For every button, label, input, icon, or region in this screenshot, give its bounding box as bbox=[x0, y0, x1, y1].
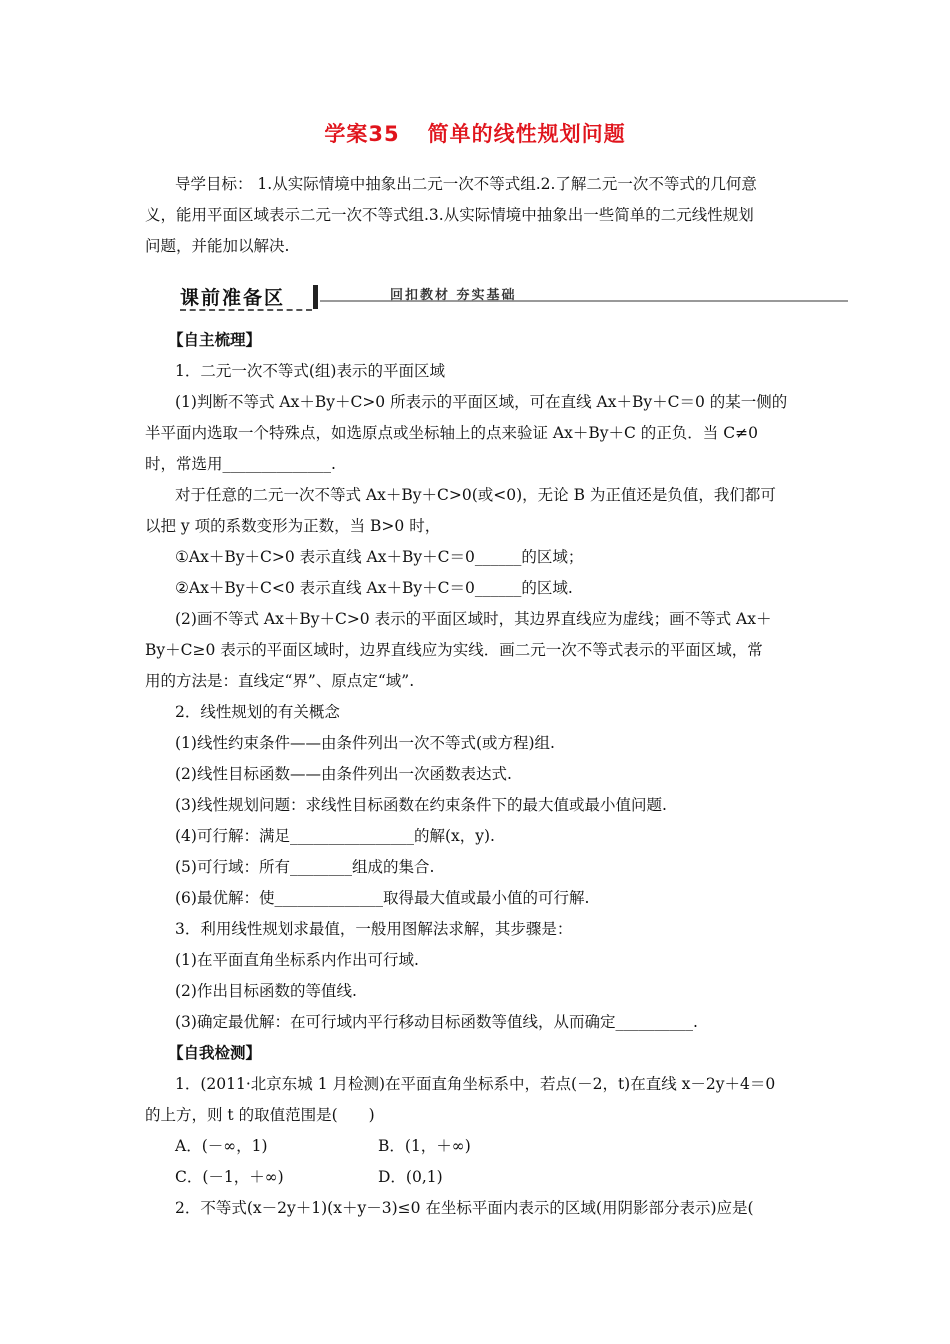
objectives-line-1: 导学目标： 1.从实际情境中抽象出二元一次不等式组.2.了解二元一次不等式的几何意 bbox=[175, 175, 757, 193]
body-line: 半平面内选取一个特殊点，如选原点或坐标轴上的点来验证 Ax＋By＋C 的正负．当 C≠0 bbox=[145, 424, 758, 442]
body-line: (6)最优解：使______________取得最大值或最小值的可行解. bbox=[175, 889, 590, 907]
body-line: (5)可行域：所有________组成的集合. bbox=[175, 858, 435, 876]
body-line: (1)线性约束条件——由条件列出一次不等式(或方程)组. bbox=[175, 734, 555, 752]
body-line: 2．线性规划的有关概念 bbox=[175, 703, 340, 721]
option-d: D．(0,1) bbox=[378, 1168, 443, 1186]
body-line: 以把 y 项的系数变形为正数，当 B>0 时， bbox=[145, 517, 441, 535]
option-c: C．(－1，＋∞) bbox=[175, 1168, 284, 1186]
body-line: (1)在平面直角坐标系内作出可行域. bbox=[175, 951, 419, 969]
objectives-line-2: 义，能用平面区域表示二元一次不等式组.3.从实际情境中抽象出一些简单的二元线性规划 bbox=[145, 206, 754, 224]
title-number: 学案35 bbox=[324, 122, 400, 146]
body-line: 1．二元一次不等式(组)表示的平面区域 bbox=[175, 362, 445, 380]
body-line: ②Ax＋By＋C<0 表示直线 Ax＋By＋C＝0______的区域. bbox=[175, 579, 573, 597]
page-title bbox=[0, 118, 950, 148]
body-line: ①Ax＋By＋C>0 表示直线 Ax＋By＋C＝0______的区域； bbox=[175, 548, 584, 566]
body-line: 用的方法是：直线定“界”、原点定“域”. bbox=[145, 672, 415, 690]
body-line: (4)可行解：满足________________的解(x，y). bbox=[175, 827, 495, 845]
body-line: (3)确定最优解：在可行域内平行移动目标函数等值线，从而确定__________. bbox=[175, 1013, 698, 1031]
banner-divider-bar bbox=[313, 285, 318, 309]
body-line: (2)画不等式 Ax＋By＋C>0 表示的平面区域时，其边界直线应为虚线；画不等式 Ax＋ bbox=[175, 610, 772, 628]
banner-label: 课前准备区 bbox=[180, 287, 286, 309]
body-line: By＋C≥0 表示的平面区域时，边界直线应为实线．画二元一次不等式表示的平面区域，常 bbox=[145, 641, 763, 659]
question-1-line-2: 的上方，则 t 的取值范围是( ) bbox=[145, 1106, 375, 1124]
option-a: A．(－∞，1) bbox=[175, 1137, 268, 1155]
body-line: (2)作出目标函数的等值线. bbox=[175, 982, 357, 1000]
section-heading-selfcheck: 【自我检测】 bbox=[168, 1043, 262, 1062]
option-b: B．(1，＋∞) bbox=[378, 1137, 471, 1155]
question-2-line-1: 2．不等式(x－2y＋1)(x＋y－3)≤0 在坐标平面内表示的区域(用阴影部分表示)应是( bbox=[175, 1199, 754, 1217]
section-banner bbox=[180, 283, 850, 313]
body-line: 3．利用线性规划求最值，一般用图解法求解，其步骤是： bbox=[175, 920, 573, 938]
question-1-line-1: 1．(2011·北京东城 1 月检测)在平面直角坐标系中，若点(－2，t)在直线 x－2y＋4＝0 bbox=[175, 1075, 776, 1093]
body-line: (1)判断不等式 Ax＋By＋C>0 所表示的平面区域，可在直线 Ax＋By＋C＝0 的某一侧的 bbox=[175, 393, 788, 411]
body-line: 对于任意的二元一次不等式 Ax＋By＋C>0(或<0)，无论 B 为正值还是负值，我们都可 bbox=[175, 486, 776, 504]
body-line: 时，常选用______________. bbox=[145, 455, 336, 473]
banner-dashed-underline bbox=[180, 309, 312, 311]
body-line: (3)线性规划问题：求线性目标函数在约束条件下的最大值或最小值问题. bbox=[175, 796, 667, 814]
body-line: (2)线性目标函数——由条件列出一次函数表达式. bbox=[175, 765, 512, 783]
title-topic: 简单的线性规划问题 bbox=[427, 122, 626, 146]
section-heading-review: 【自主梳理】 bbox=[168, 330, 262, 349]
banner-subtitle: 回扣教材 夯实基础 bbox=[390, 288, 517, 303]
objectives-line-3: 问题，并能加以解决. bbox=[145, 237, 290, 255]
